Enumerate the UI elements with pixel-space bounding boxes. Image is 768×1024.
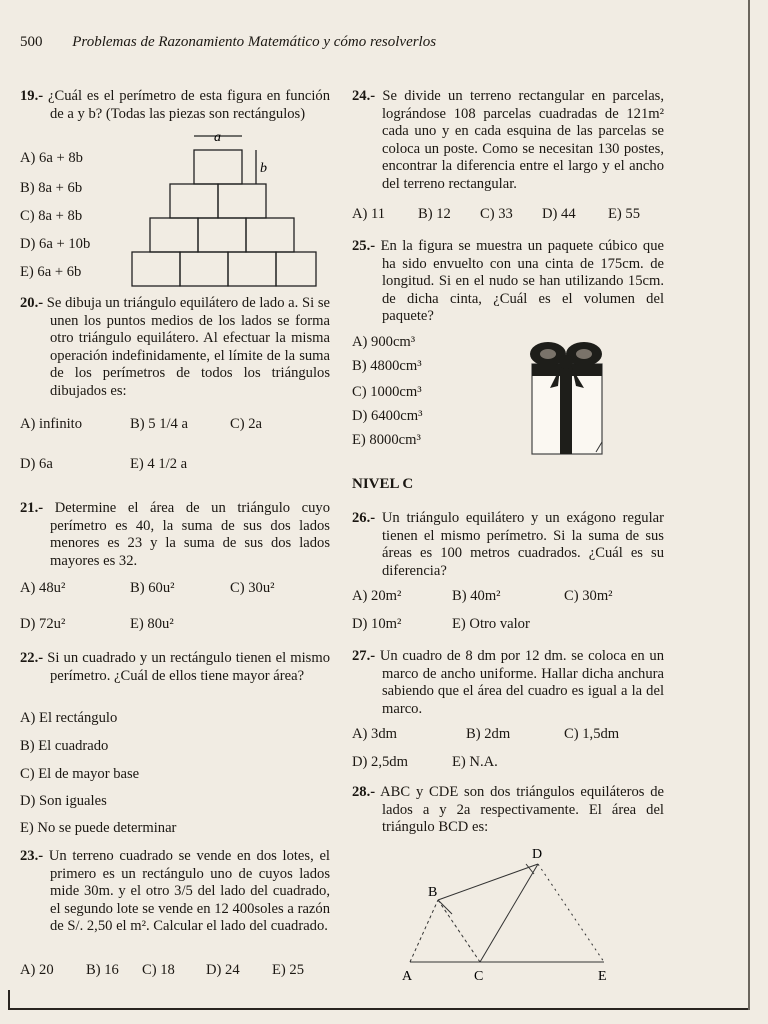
option-d: D) 72u² — [20, 616, 66, 632]
question-26 — [352, 510, 664, 580]
option-d: D) 10m² — [352, 616, 402, 632]
option-b: B) El cuadrado — [20, 738, 109, 754]
option-b: B) 40m² — [452, 588, 501, 604]
option-e: E) 4 1/2 a — [130, 456, 188, 472]
label-a: a — [214, 130, 221, 145]
question-text: En la figura se muestra un paquete cúbico que ha sido envuelto con una cinta de 175cm. de longitud. Si en el nudo se han utilizando 15cm. de dicha cinta, ¿Cuál es el volumen del paquete? — [380, 238, 664, 324]
option-c: C) 8a + 8b — [20, 208, 83, 224]
question-number: 25.- — [352, 238, 376, 254]
option-b: B) 60u² — [130, 580, 175, 596]
question-21 — [20, 500, 330, 570]
option-c: C) 2a — [230, 416, 263, 432]
label-b: b — [260, 161, 267, 176]
option-c: C) 1000cm³ — [352, 384, 422, 400]
option-b: B) 4800cm³ — [352, 358, 422, 374]
option-c: C) 30m² — [564, 588, 613, 604]
triangles-figure — [392, 846, 622, 986]
option-a: A) 48u² — [20, 580, 66, 596]
question-20 — [20, 295, 330, 400]
question-number: 23.- — [20, 848, 44, 864]
question-text: Si un cuadrado y un rectángulo tienen el mismo perímetro. ¿Cuál de ellos tiene mayor área? — [47, 650, 330, 684]
book-title: Problemas de Razonamiento Matemático y cómo resolverlos — [72, 34, 437, 50]
option-a: A) 20 — [20, 962, 54, 978]
question-22 — [20, 650, 330, 685]
question-number: 26.- — [352, 510, 376, 526]
question-text: Se divide un terreno rectangular en parcelas, lográndose 108 parcelas cuadradas de 121m² cada uno y en cada esquina de las parcelas se coloca un poste. Como se necesitan 130 postes, encontrar la diferencia entre el largo y el ancho del terreno rectangular. — [382, 88, 664, 192]
option-a: A) 900cm³ — [352, 334, 416, 350]
option-e: E) No se puede determinar — [20, 820, 177, 836]
option-a: A) 6a + 8b — [20, 150, 83, 166]
question-text: ¿Cuál es el perímetro de esta figura en función de a y b? (Todas las piezas son rectángulos) — [47, 88, 331, 122]
option-d: D) 6a + 10b — [20, 236, 91, 252]
option-b: B) 2dm — [466, 726, 511, 742]
corner-mark — [8, 990, 10, 1010]
question-27 — [352, 648, 664, 718]
section-title: NIVEL C — [352, 476, 414, 492]
question-number: 28.- — [352, 784, 376, 800]
question-number: 20.- — [20, 295, 44, 311]
option-d: D) 2,5dm — [352, 754, 408, 770]
option-d: D) 6a — [20, 456, 53, 472]
question-number: 21.- — [20, 500, 44, 516]
option-e: E) 55 — [608, 206, 641, 222]
question-number: 19.- — [20, 88, 44, 104]
question-28 — [352, 784, 664, 837]
point-a-label: A — [402, 969, 413, 984]
option-e: E) 25 — [272, 962, 305, 978]
option-e: E) N.A. — [452, 754, 498, 770]
point-b-label: B — [428, 885, 438, 900]
option-b: B) 5 1/4 a — [130, 416, 188, 432]
option-d: D) 24 — [206, 962, 240, 978]
option-a: A) 11 — [352, 206, 386, 222]
question-23 — [20, 848, 330, 936]
page-header — [20, 34, 436, 51]
option-c: C) 1,5dm — [564, 726, 620, 742]
option-b: B) 8a + 6b — [20, 180, 83, 196]
question-text: Un terreno cuadrado se vende en dos lotes, el primero es un rectángulo uno de cuyos lados mide 30m. y el otro 3/5 del lado del cuadrado, el segundo lote se vende en 12 400soles a razón de S/. 2,50 el m². Calcular el lado del cuadrado. — [48, 848, 330, 934]
bottom-rule — [8, 1008, 748, 1010]
question-text: Se dibuja un triángulo equilátero de lado a. Si se unen los puntos medios de los lados se forma otro triángulo equilátero. Al efectuar la misma operación indefinidamente, el límite de la suma de los perímetros de todos los triángulos dibujados es: — [46, 295, 330, 399]
question-number: 24.- — [352, 88, 376, 104]
question-text: Un cuadro de 8 dm por 12 dm. se coloca en un marco de ancho uniforme. Hallar dicha anchura sabiendo que el área del cuadro es igual a la del marco. — [379, 648, 665, 717]
question-19 — [20, 88, 330, 123]
question-25 — [352, 238, 664, 326]
point-e-label: E — [598, 969, 607, 984]
option-a: A) El rectángulo — [20, 710, 118, 726]
option-c: C) 33 — [480, 206, 513, 222]
rectangles-pyramid-figure — [128, 130, 324, 288]
option-b: B) 12 — [418, 206, 451, 222]
point-d-label: D — [532, 847, 543, 862]
page-number: 500 — [20, 34, 43, 50]
option-d: D) 6400cm³ — [352, 408, 423, 424]
gift-box-figure — [520, 338, 620, 458]
option-d: D) Son iguales — [20, 793, 107, 809]
question-number: 27.- — [352, 648, 376, 664]
option-a: A) 3dm — [352, 726, 397, 742]
option-d: D) 44 — [542, 206, 576, 222]
option-e: E) 80u² — [130, 616, 174, 632]
option-a: A) infinito — [20, 416, 83, 432]
option-a: A) 20m² — [352, 588, 402, 604]
point-c-label: C — [474, 969, 484, 984]
option-e: E) Otro valor — [452, 616, 530, 632]
option-e: E) 8000cm³ — [352, 432, 421, 448]
page-edge — [748, 0, 750, 1010]
option-c: C) El de mayor base — [20, 766, 140, 782]
option-c: C) 18 — [142, 962, 175, 978]
question-24 — [352, 88, 664, 193]
question-text: Un triángulo equilátero y un exágono regular tienen el mismo perímetro. Si la suma de sus áreas es 100 metros cuadrados. ¿Cuál es su diferencia? — [381, 510, 664, 579]
question-text: ABC y CDE son dos triángulos equiláteros de lados a y 2a respectivamente. El área del triángulo BCD es: — [380, 784, 665, 835]
question-text: Determine el área de un triángulo cuyo perímetro es 40, la suma de sus dos lados menores es 23 y la suma de sus dos lados mayores es 32. — [50, 500, 330, 569]
option-b: B) 16 — [86, 962, 119, 978]
question-number: 22.- — [20, 650, 44, 666]
option-e: E) 6a + 6b — [20, 264, 82, 280]
option-c: C) 30u² — [230, 580, 275, 596]
